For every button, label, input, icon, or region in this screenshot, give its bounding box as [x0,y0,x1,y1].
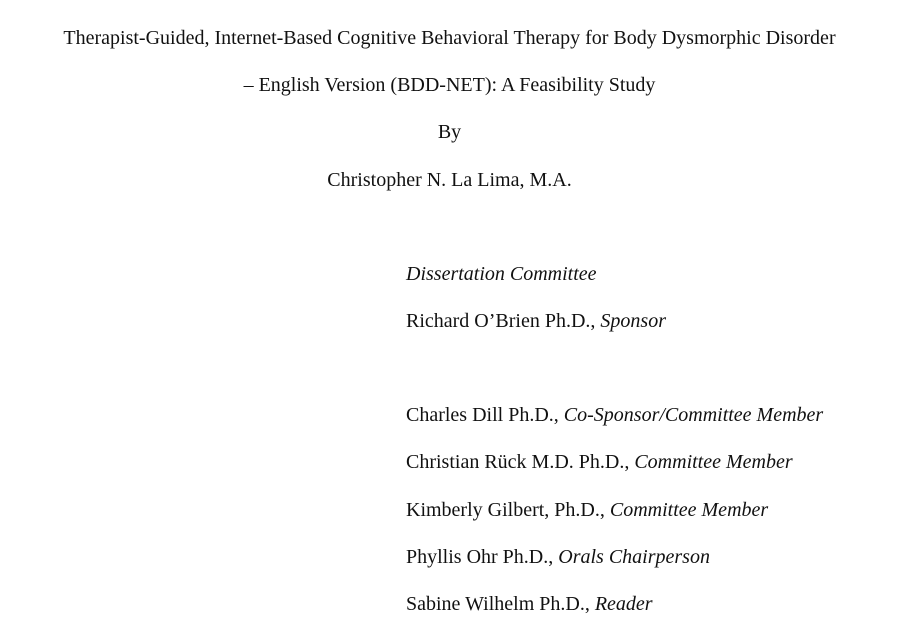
member-role: Committee Member [634,451,793,473]
committee-member-co-sponsor [406,405,823,425]
by-line: By [437,121,462,143]
title-line-2: – English Version (BDD-NET): A Feasibility Study [243,74,656,96]
committee-member-reader [406,594,653,614]
member-name: Phyllis Ohr Ph.D., [406,546,559,568]
title-line-1: Therapist-Guided, Internet-Based Cognitive Behavioral Therapy for Body Dysmorphic Disorder [63,27,836,49]
member-role: Sponsor [600,310,666,332]
committee-heading-text: Dissertation Committee [406,263,597,285]
member-name: Sabine Wilhelm Ph.D., [406,593,595,615]
committee-member-ruck [406,452,793,472]
member-name: Richard O’Brien Ph.D., [406,310,601,332]
committee-member-sponsor [406,311,666,331]
committee-member-gilbert [406,500,768,520]
committee-member-chairperson [406,547,710,567]
member-name: Charles Dill Ph.D., [406,404,564,426]
committee-heading [406,264,597,284]
member-role: Orals Chairperson [558,546,710,568]
member-role: Co-Sponsor/Committee Member [563,404,824,426]
member-name: Kimberly Gilbert, Ph.D., [406,499,610,521]
member-role: Reader [594,593,653,615]
member-name: Christian Rück M.D. Ph.D., [406,451,635,473]
author-name: Christopher N. La Lima, M.A. [327,169,572,191]
member-role: Committee Member [609,499,769,521]
